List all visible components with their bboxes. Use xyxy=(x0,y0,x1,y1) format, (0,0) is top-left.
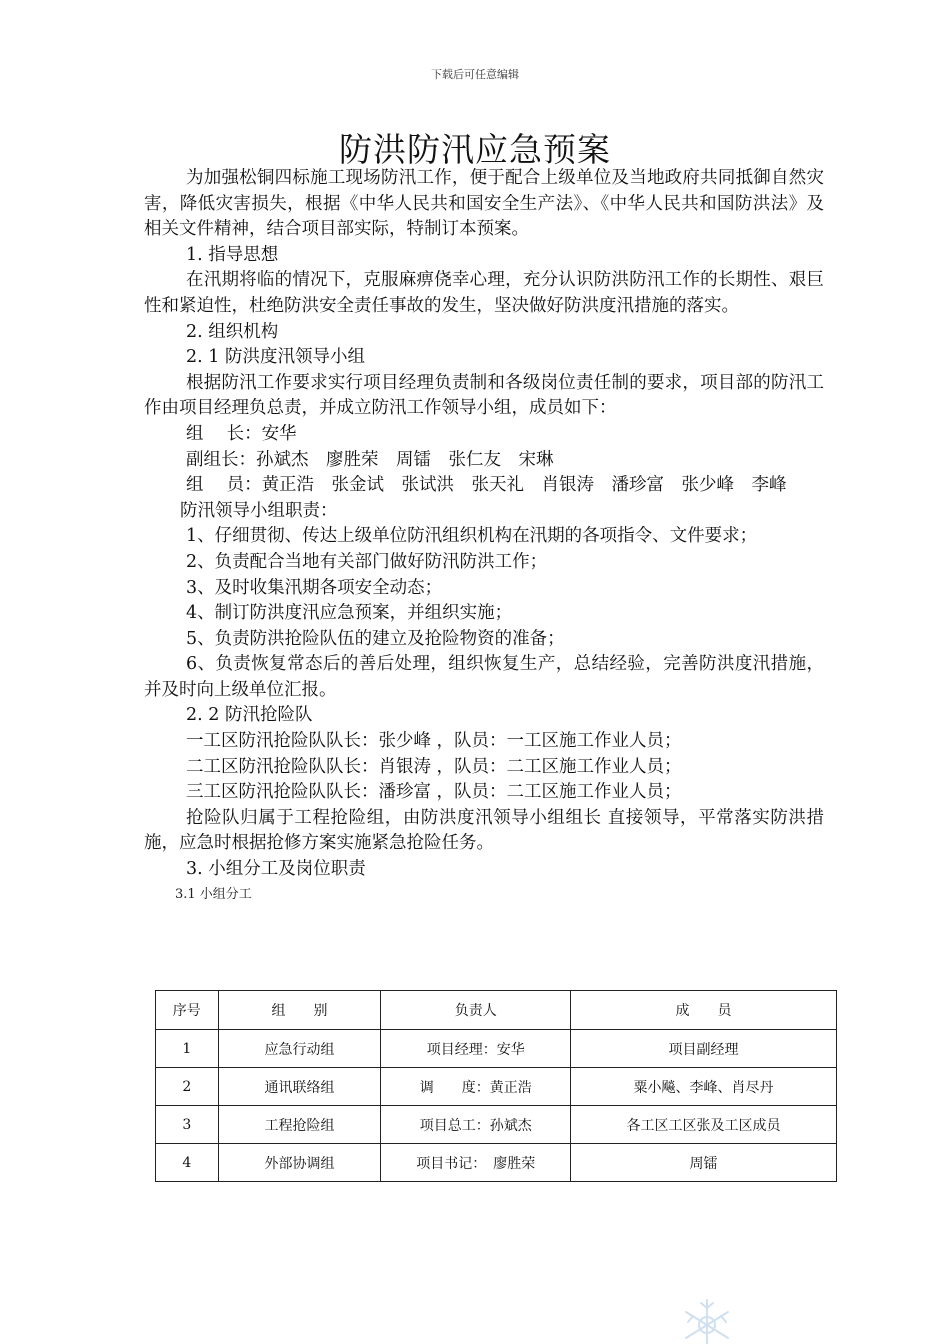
table-cell: 项目经理：安华 xyxy=(381,1030,571,1068)
group-assignment-table xyxy=(155,990,837,1182)
section-1-heading: 1. 指导思想 xyxy=(186,244,279,265)
intro-paragraph: 为加强松铜四标施工现场防汛工作，便于配合上级单位及当地政府共同抵御自然灾害，降低灾害损失，根据《中华人民共和国安全生产法》、《中华人民共和国防洪法》及相关文件精神，结合项目部实际，特制订本预案。 xyxy=(144,168,824,240)
table-cell: 通讯联络组 xyxy=(218,1068,381,1106)
section-3-heading: 3. 小组分工及岗位职责 xyxy=(186,859,366,880)
table-cell: 粟小飚、李峰、肖尽丹 xyxy=(571,1068,837,1106)
team-item: 二工区防汛抢险队队长：肖银涛 ，队员：二工区施工作业人员； xyxy=(186,756,682,777)
leader-name: 安华 xyxy=(261,423,297,444)
leader-row xyxy=(144,422,824,448)
section-2-heading: 2. 组织机构 xyxy=(186,321,279,342)
snowflake-watermark-icon xyxy=(672,1298,742,1344)
duty-item: 3、及时收集汛期各项安全动态； xyxy=(186,577,443,598)
duty-item: 1、仔细贯彻、传达上级单位防汛组织机构在汛期的各项指令、文件要求； xyxy=(186,526,758,547)
section-1-text: 在汛期将临的情况下，克服麻痹侥幸心理，充分认识防洪防汛工作的长期性、艰巨性和紧迫性，杜绝防洪安全责任事故的发生，坚决做好防洪度汛措施的落实。 xyxy=(144,270,824,316)
duty-item: 6、负责恢复常态后的善后处理，组织恢复生产，总结经验，完善防洪度汛措施，并及时向上级单位汇报。 xyxy=(144,654,824,700)
duty-item: 4、制订防洪度汛应急预案，并组织实施； xyxy=(186,603,513,624)
duty-item: 2、负责配合当地有关部门做好防汛防洪工作； xyxy=(186,551,548,572)
table-cell: 应急行动组 xyxy=(218,1030,381,1068)
table-cell: 外部协调组 xyxy=(218,1144,381,1182)
table-cell: 3 xyxy=(156,1106,219,1144)
table-cell: 周镭 xyxy=(571,1144,837,1182)
duty-item: 5、负责防洪抢险队伍的建立及抢险物资的准备； xyxy=(186,628,565,649)
team-note: 抢险队归属于工程抢险组，由防洪度汛领导小组组长 直接领导，平常落实防洪措施，应急时根据抢修方案实施紧急抢险任务。 xyxy=(144,807,824,854)
document-title: 防洪防汛应急预案 xyxy=(339,130,611,169)
document-body xyxy=(144,166,824,905)
table-cell: 4 xyxy=(156,1144,219,1182)
deputy-row xyxy=(144,448,824,474)
deputy-names: 孙斌杰 廖胜荣 周镭 张仁友 宋琳 xyxy=(256,449,554,470)
leader-label: 组 长： xyxy=(186,423,262,444)
table-cell: 项目副经理 xyxy=(571,1030,837,1068)
table-cell: 项目总工：孙斌杰 xyxy=(381,1106,571,1144)
header-cell: 负责人 xyxy=(381,991,571,1030)
table-row xyxy=(156,1106,837,1144)
member-names: 黄正浩 张金试 张试洪 张天礼 肖银涛 潘珍富 张少峰 李峰 xyxy=(261,475,787,496)
table-row xyxy=(156,1068,837,1106)
table-header-row xyxy=(156,991,837,1030)
table-cell: 项目书记： 廖胜荣 xyxy=(381,1144,571,1182)
header-cell: 序号 xyxy=(156,991,219,1030)
table-row xyxy=(156,1144,837,1182)
members-label: 组 员： xyxy=(186,475,262,496)
table-row xyxy=(156,1030,837,1068)
table-cell: 工程抢险组 xyxy=(218,1106,381,1144)
table-caption: 3.1 小组分工 xyxy=(175,886,252,902)
team-item: 一工区防汛抢险队队长：张少峰 ，队员：一工区施工作业人员； xyxy=(186,731,682,752)
header-cell: 成 员 xyxy=(571,991,837,1030)
table-cell: 调 度：黄正浩 xyxy=(381,1068,571,1106)
section-2-1-heading: 2. 1 防洪度汛领导小组 xyxy=(186,347,365,368)
header-cell: 组 别 xyxy=(218,991,381,1030)
members-row xyxy=(144,473,824,499)
section-2-2-heading: 2. 2 防汛抢险队 xyxy=(186,705,313,726)
team-item: 三工区防汛抢险队队长：潘珍富 ，队员：二工区施工作业人员； xyxy=(186,782,682,803)
table-cell: 1 xyxy=(156,1030,219,1068)
section-2-1-text: 根据防汛工作要求实行项目经理负责制和各级岗位责任制的要求，项目部的防汛工作由项目经理负总责，并成立防汛工作领导小组，成员如下： xyxy=(144,372,824,419)
duties-heading: 防汛领导小组职责： xyxy=(180,500,338,521)
deputy-label: 副组长： xyxy=(186,449,256,470)
table-cell: 2 xyxy=(156,1068,219,1106)
header-note: 下载后可任意编辑 xyxy=(431,68,519,81)
table-cell: 各工区工区张及工区成员 xyxy=(571,1106,837,1144)
